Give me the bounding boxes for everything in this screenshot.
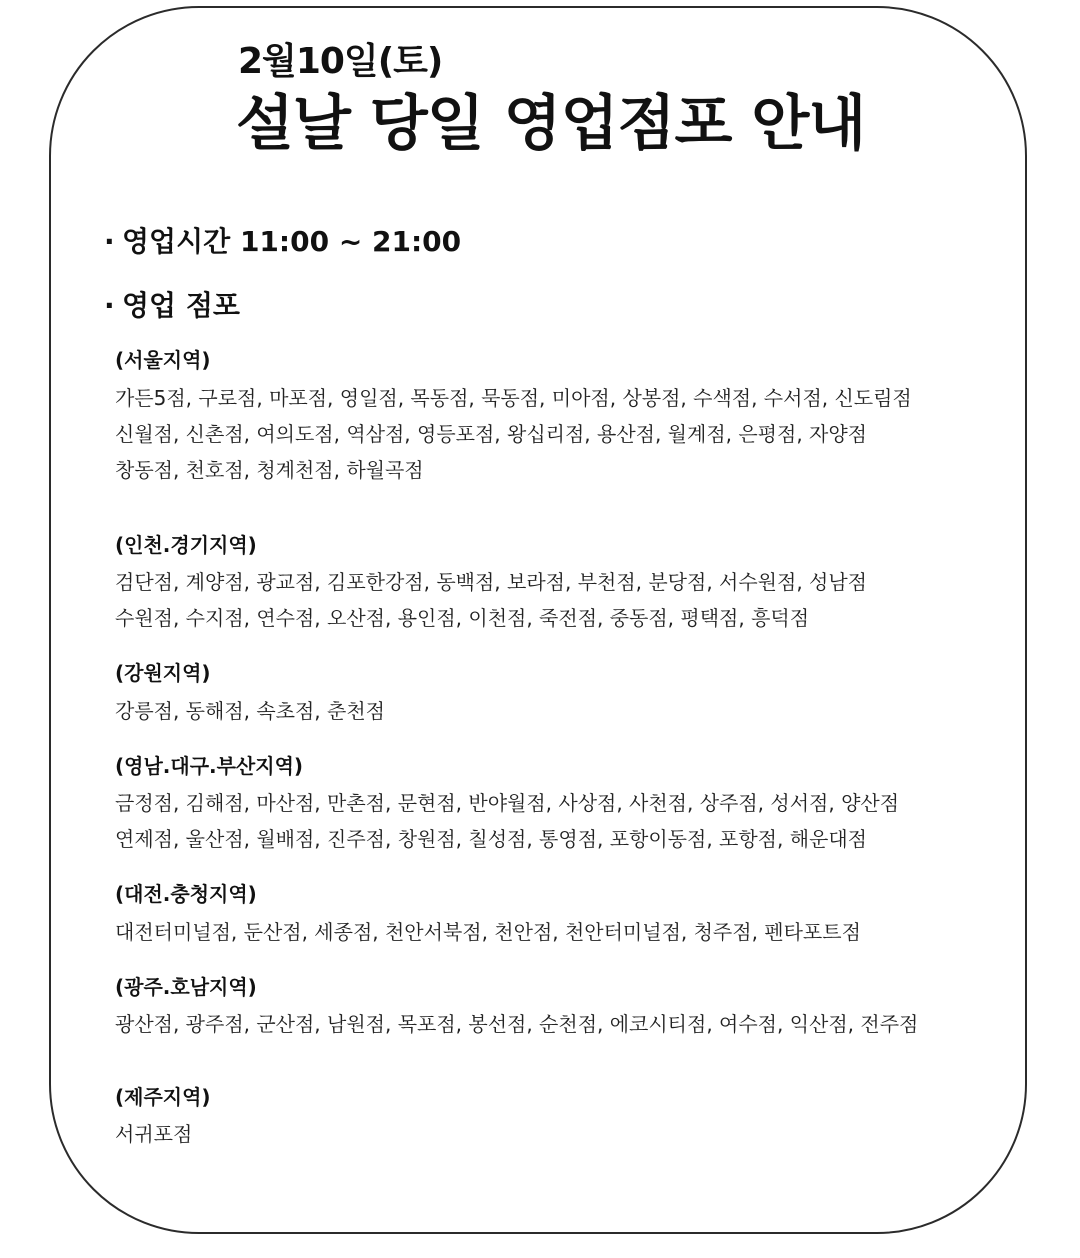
region-label-gwangju-honam: (광주.호남지역): [115, 975, 257, 999]
bullet-dot-icon: ·: [104, 289, 115, 322]
store-list-line: 금정점, 김해점, 마산점, 만촌점, 문현점, 반야월점, 사상점, 사천점, 상주점, 성서점, 양산점: [115, 791, 900, 815]
store-list-line: 가든5점, 구로점, 마포점, 영일점, 목동점, 묵동점, 미아점, 상봉점, 수색점, 수서점, 신도림점: [115, 386, 912, 410]
region-label-incheon-gyeonggi: (인천.경기지역): [115, 533, 257, 557]
notice-title: 설날 당일 영업점포 안내: [236, 89, 866, 159]
notice-date: 2월10일(토): [238, 41, 443, 82]
store-list-line: 대전터미널점, 둔산점, 세종점, 천안서북점, 천안점, 천안터미널점, 청주점, 펜타포트점: [115, 920, 861, 944]
store-list-line: 수원점, 수지점, 연수점, 오산점, 용인점, 이천점, 죽전점, 중동점, 평택점, 흥덕점: [115, 606, 810, 630]
store-list-line: 창동점, 천호점, 청계천점, 하월곡점: [115, 458, 424, 482]
store-list-line: 신월점, 신촌점, 여의도점, 역삼점, 영등포점, 왕십리점, 용산점, 월계점, 은평점, 자양점: [115, 422, 867, 446]
business-hours-text: 영업시간 11:00 ~ 21:00: [122, 225, 462, 258]
store-list-line: 강릉점, 동해점, 속초점, 춘천점: [115, 699, 385, 723]
region-label-jeju: (제주지역): [115, 1085, 211, 1109]
business-hours: [104, 222, 461, 262]
store-list-line: 광산점, 광주점, 군산점, 남원점, 목포점, 봉선점, 순천점, 에코시티점, 여수점, 익산점, 전주점: [115, 1012, 919, 1036]
open-stores-heading-text: 영업 점포: [122, 289, 240, 322]
store-list-line: 검단점, 계양점, 광교점, 김포한강점, 동백점, 보라점, 부천점, 분당점, 서수원점, 성남점: [115, 570, 867, 594]
open-stores-heading: [104, 286, 240, 326]
store-list-line: 서귀포점: [115, 1122, 193, 1146]
store-list-line: 연제점, 울산점, 월배점, 진주점, 창원점, 칠성점, 통영점, 포항이동점, 포항점, 해운대점: [115, 827, 867, 851]
bullet-dot-icon: ·: [104, 225, 115, 258]
region-label-daejeon-chungcheong: (대전.충청지역): [115, 882, 257, 906]
region-label-seoul: (서울지역): [115, 348, 211, 372]
region-label-yeongnam: (영남.대구.부산지역): [115, 754, 304, 778]
region-label-gangwon: (강원지역): [115, 661, 211, 685]
